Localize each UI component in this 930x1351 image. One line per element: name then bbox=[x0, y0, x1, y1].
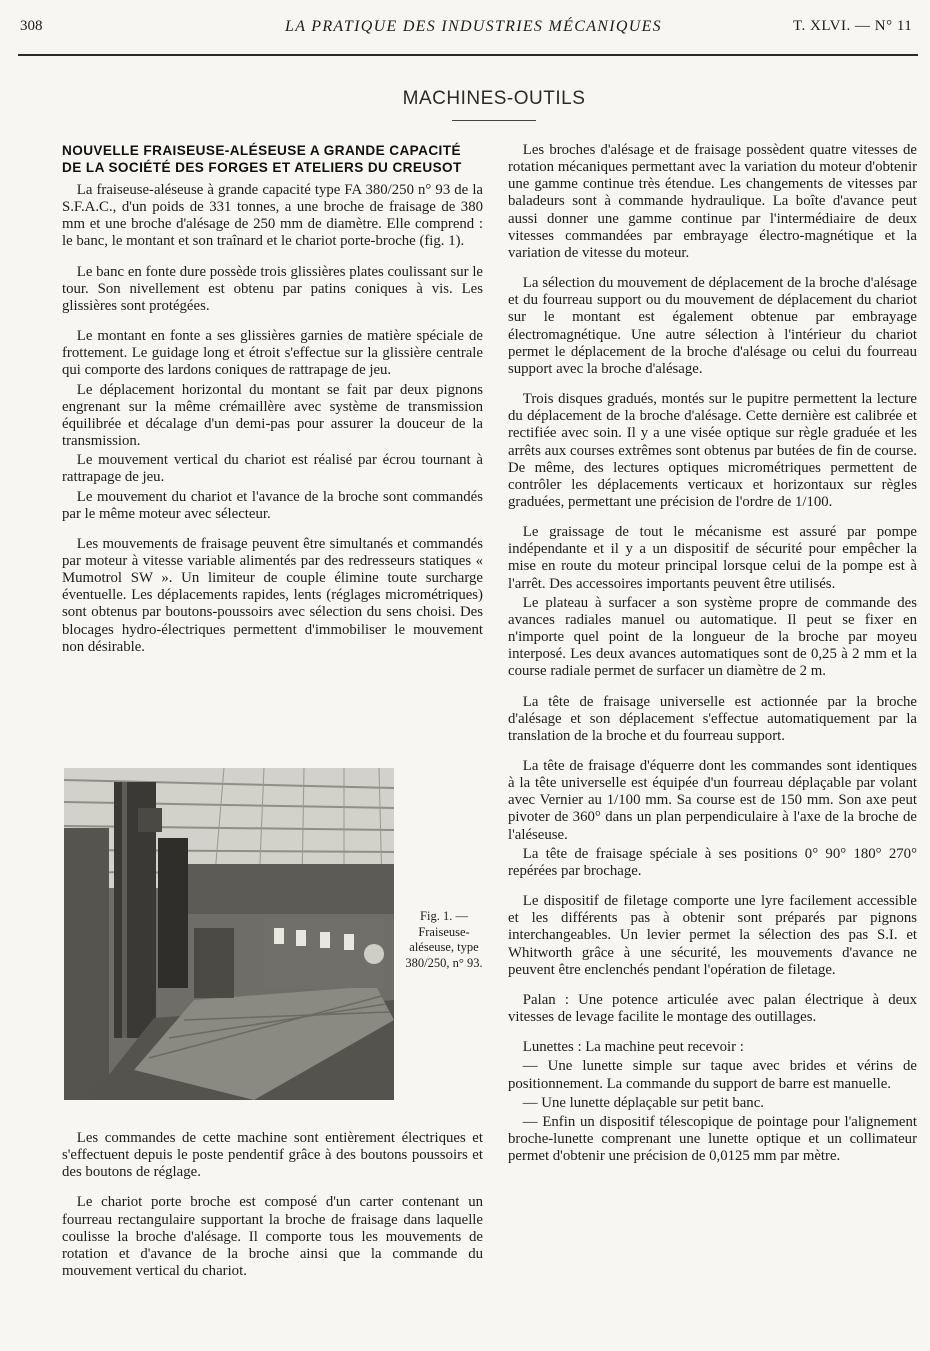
paragraph: Le graissage de tout le mécanisme est assuré par pompe indépendante et il y a un dispositif de sécurité pour empêcher la mise en route du moteur principal lorsque celui de la pompe est à l'arrêt. Des accessoires importants peuvent être utilisés. bbox=[508, 524, 917, 592]
paragraph: — Enfin un dispositif télescopique de pointage pour l'alignement broche-lunette comprenant une lunette optique et un collimateur permet d'obtenir une précision de 0,0125 mm par mètre. bbox=[508, 1113, 917, 1165]
paragraph: Le montant en fonte a ses glissières garnies de matière spéciale de frottement. Le guidage long et étroit s'effectue sur la glissière centrale qui comporte des lardons coniques de rattrapage de jeu. bbox=[62, 328, 483, 379]
section-title-rule bbox=[452, 120, 536, 121]
paragraph: La tête de fraisage d'équerre dont les commandes sont identiques à la tête universelle est équipée d'un fourreau déplaçable par volant avec Vernier au 1/100 mm. Sa course est de 150 mm. Son axe peut pivoter de 360° dans un plan perpendiculaire à l'axe de la broche de l'aléseuse. bbox=[508, 758, 917, 843]
paragraph: Le plateau à surfacer a son système propre de commande des avances radiales manuel ou automatique. Il peut se fixer en n'importe quel point de la longueur de la broche par moyeu interposé. Les deux avances automatiques sont de 0,25 à 2 mm et la course radiale permet de surfacer un diamètre de 2 m. bbox=[508, 594, 917, 680]
paragraph: Les commandes de cette machine sont entièrement électriques et s'effectuent depuis le poste pendentif grâce à des boutons poussoirs et des boutons de réglage. bbox=[62, 1130, 483, 1181]
paragraph: La fraiseuse-aléseuse à grande capacité type FA 380/250 n° 93 de la S.F.A.C., d'un poids de 331 tonnes, a une broche de fraisage de 380 mm et une broche d'alésage de 250 mm de diamètre. Elle comprend : le banc, le montant et son traînard et le chariot porte-broche (fig. 1). bbox=[62, 182, 483, 250]
left-column bbox=[62, 182, 483, 669]
section-title: MACHINES-OUTILS bbox=[402, 88, 586, 109]
right-column bbox=[508, 142, 917, 1178]
paragraph: Le dispositif de filetage comporte une lyre facilement accessible et les différents pas à obtenir sont préparés par pignons interchangeables. Un levier permet la sélection des pas S.I. et Whitworth grâce à une sécurité, les mouvements d'avance ne peuvent être enclenchés pendant l'opération de filetage. bbox=[508, 893, 917, 978]
paragraph: Le mouvement du chariot et l'avance de la broche sont commandés par le même moteur avec sélecteur. bbox=[62, 488, 483, 522]
left-column-bottom bbox=[62, 1130, 483, 1293]
article-title bbox=[62, 142, 487, 176]
paragraph: — Une lunette déplaçable sur petit banc. bbox=[522, 1094, 764, 1111]
page-number: 308 bbox=[20, 18, 43, 34]
article-title-line-2: DE LA SOCIÉTÉ DES FORGES ET ATELIERS DU CREUSOT bbox=[62, 160, 462, 175]
paragraph: Trois disques gradués, montés sur le pupitre permettent la lecture du déplacement de la broche d'alésage. Cette dernière est calibrée et rectifiée avec soin. Il y a une visée optique sur règle graduée et les arrêts aux courses extrêmes sont obtenus par butées de fin de course. De même, des lectures optiques micrométriques permettent de contrôler les déplacements verticaux et horizontaux sur règles graduées, permettant une précision de l'ordre de 1/100. bbox=[508, 391, 917, 510]
paragraph: — Une lunette simple sur taque avec brides et vérins de positionnement. La commande du support de barre est manuelle. bbox=[508, 1058, 917, 1092]
paragraph: Le banc en fonte dure possède trois glissières plates coulissant sur le tour. Son nivellement est obtenu par patins coniques à vis. Les glissières sont protégées. bbox=[62, 263, 483, 314]
paragraph: Le chariot porte broche est composé d'un carter contenant un fourreau rectangulaire supportant la broche de fraisage dans laquelle coulisse la broche d'alésage. Il comporte tous les mouvements de rotation et d'avance de la broche ainsi que la commande du mouvement vertical du chariot. bbox=[62, 1194, 483, 1280]
article-title-line-1: NOUVELLE FRAISEUSE-ALÉSEUSE A GRANDE CAPACITÉ bbox=[62, 143, 461, 158]
paragraph: Lunettes : La machine peut recevoir : bbox=[522, 1039, 744, 1056]
machine-photo bbox=[64, 768, 394, 1100]
paragraph: Le mouvement vertical du chariot est réalisé par écrou tournant à rattrapage de jeu. bbox=[62, 452, 483, 486]
paragraph: Les broches d'alésage et de fraisage possèdent quatre vitesses de rotation mécaniques permettant avec la variation du moteur d'obtenir une gamme continue très étendue. Les changements de vitesses par baladeurs sont à commande hydraulique. La boîte d'avance peut aussi donner une gamme continue par l'intermédiaire de deux vitesses commandées par embrayage électro-magnétique et la variation de vitesse du moteur. bbox=[508, 142, 917, 261]
page-header bbox=[0, 0, 930, 70]
paragraph: La tête de fraisage spéciale à ses positions 0° 90° 180° 270° repérées par brochage. bbox=[508, 845, 917, 879]
paragraph: La sélection du mouvement de déplacement de la broche d'alésage et du fourreau support ou du mouvement de déplacement du chariot sur le montant est également obtenue par embrayage électromagnétique. Une autre sélection à l'intérieur du chariot permet le déplacement de la broche d'alésage ou celui du fourreau support avec la broche d'alésage. bbox=[508, 275, 917, 377]
paragraph: Le déplacement horizontal du montant se fait par deux pignons engrenant sur la même crémaillère avec système de transmission équilibrée et décalage d'un demi-pas pour assurer la douceur de la transmission. bbox=[62, 381, 483, 450]
tome-number: T. XLVI. — N° 11 bbox=[793, 18, 913, 34]
paragraph: La tête de fraisage universelle est actionnée par la broche d'alésage et son déplacement s'effectue automatiquement par la translation de la broche et du fourreau support. bbox=[508, 693, 917, 744]
header-rule bbox=[18, 54, 918, 56]
paragraph: Les mouvements de fraisage peuvent être simultanés et commandés par moteur à vitesse variable alimentés par des redresseurs statiques « Mumotrol SW ». Un limiteur de couple élimine toute surcharge éventuelle. Les déplacements rapides, lents (réglages micrométriques) sont obtenus par boutons-poussoirs avec sélection du sens choisi. Des blocages hydro-électriques permettent d'immobiliser le mouvement non désirable. bbox=[62, 535, 483, 655]
paragraph: Palan : Une potence articulée avec palan électrique à deux vitesses de levage facilite le montage des outillages. bbox=[508, 991, 917, 1026]
journal-title: LA PRATIQUE DES INDUSTRIES MÉCANIQUES bbox=[285, 18, 662, 35]
machine-photo-graphic bbox=[64, 768, 394, 1100]
figure-caption: Fig. 1. — Fraiseuse-aléseuse, type 380/250, n° 93. bbox=[405, 909, 483, 970]
